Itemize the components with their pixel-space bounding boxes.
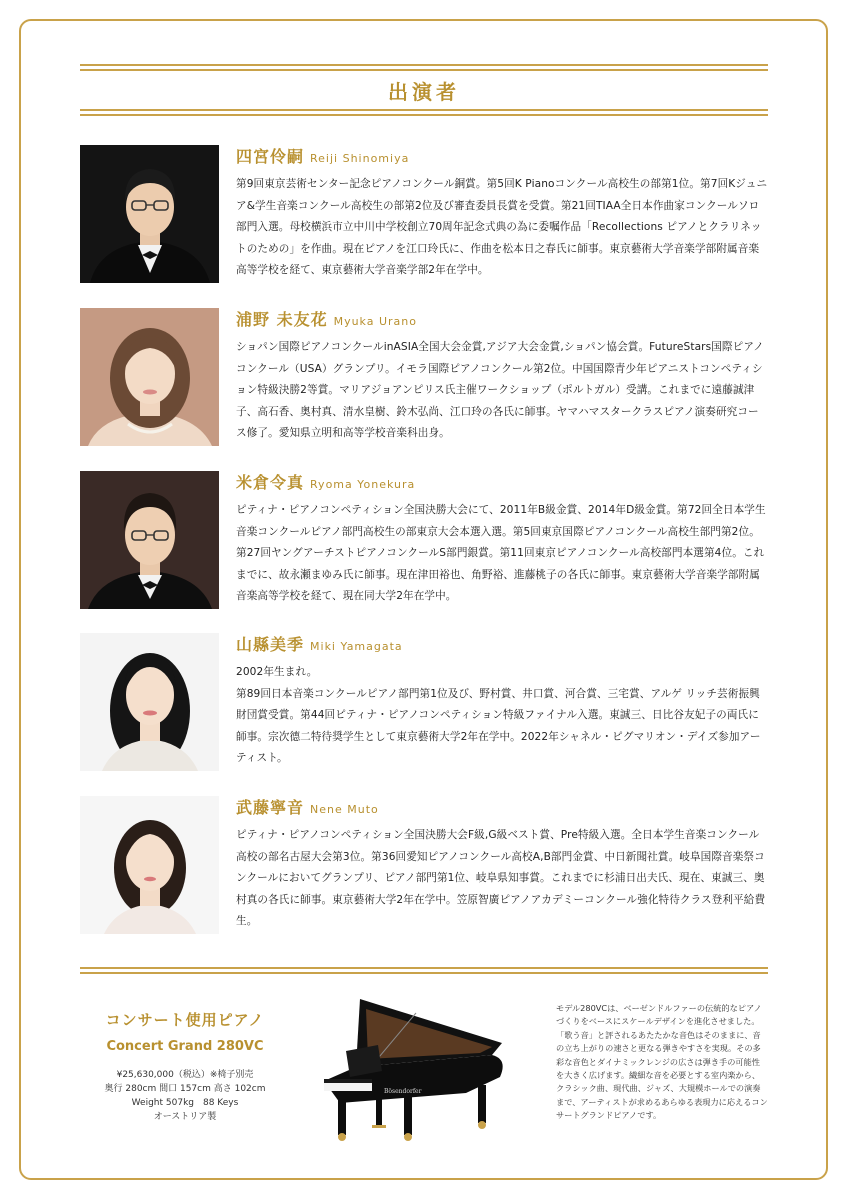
performer-name-jp: 四宮伶嗣: [236, 147, 305, 166]
performer-card: [80, 145, 770, 285]
piano-title-jp: コンサート使用ピアノ: [105, 1011, 265, 1029]
performer-card: [80, 308, 770, 448]
title-rule-bottom: [80, 109, 768, 116]
performer-name-jp: 浦野 未友花: [236, 310, 328, 329]
performer-name-jp: 米倉令真: [236, 473, 305, 492]
performer-bio: 第9回東京芸術センター記念ピアノコンクール銅賞。第5回K Pianoコンクール高校生の部第1位。第7回Kジュニア&学生音楽コンクール高校生の部第2位及び審査委員長賞を受賞。第21回TIAA全日本作曲家コンクールソロ部門入選。母校横浜市立中川中学校創立70周年記念式典の為に委嘱作品「Recollections ピアノとクラリネットのための」を作曲。現在ピアノを江口玲氏に、作曲を松本日之春氏に師事。東京藝術大学音楽学部附属音楽高等学校を経て、東京藝術大学音楽学部2年在学中。: [236, 178, 768, 276]
piano-image: [316, 993, 510, 1145]
performer-card: [80, 471, 770, 611]
piano-weight-keys: Weight 507kg 88 Keys: [131, 1098, 239, 1108]
title-rule-top: [80, 64, 768, 71]
performer-name-en: Ryoma Yonekura: [310, 478, 416, 491]
performer-photo: [80, 633, 219, 771]
performer-name-en: Nene Muto: [310, 803, 379, 816]
performer-name-en: Myuka Urano: [333, 315, 417, 328]
piano-brand: Bösendorfer: [384, 1088, 422, 1095]
performer-photo: [80, 145, 219, 283]
performer-card: [80, 633, 770, 773]
performer-photo: [80, 308, 219, 446]
performer-bio: ピティナ・ピアノコンペティション全国決勝大会F級,G級ベスト賞、Pre特級入選。全日本学生音楽コンクール高校の部名古屋大会第3位。第36回愛知ピアノコンクール高校A,B部門金賞、中日新聞社賞。岐阜国際音楽祭コンクールにおいてグランプリ、ピアノ部門第1位、岐阜県知事賞。これまでに杉浦日出夫氏、現在、東誠三、奥村真の各氏に師事。東京藝術大学2年在学中。笠原智廣ピアノアカデミーコンクール強化特待クラス登利平給費生。: [236, 829, 766, 927]
piano-title-en: Concert Grand 280VC: [106, 1039, 264, 1054]
performer-bio: ピティナ・ピアノコンペティション全国決勝大会にて、2011年B級金賞、2014年D級金賞。第72回全日本学生音楽コンクールピアノ部門高校生の部東京大会本選入選。第5回東京国際ピアノコンクール高校生部門第2位。第27回ヤングアーチストピアノコンクールS部門銀賞。第11回東京ピアノコンクール高校部門本選第4位。これまでに、故永瀬まゆみ氏に師事。現在津田裕也、角野裕、進藤桃子の各氏に師事。東京藝術大学音楽学部附属音楽高等学校を経て、現在同大学2年在学中。: [236, 504, 766, 602]
piano-origin: オーストリア製: [153, 1112, 217, 1122]
piano-dimensions: 奥行 280cm 間口 157cm 高さ 102cm: [104, 1084, 266, 1094]
performer-photo: [80, 471, 219, 609]
piano-price: ¥25,630,000（税込）※椅子別売: [116, 1070, 254, 1080]
piano-description: モデル280VCは、ベーゼンドルファーの伝統的なピアノづくりをベースにスケールデザインを進化させました。「歌う音」と評されるあたたかな音色はそのままに、音の立ち上がりの速さと更なる弾きやすさを実現。その多彩な音色とダイナミックレンジの広さは弾き手の可能性を大きく広げます。繊細な音を必要とする室内楽から、クラシック曲、現代曲、ジャズ、大規模ホールでの演奏まで、アーティストが求めるあらゆる表現力に応えるコンサートグランドピアノです。: [556, 1003, 768, 1121]
performer-name-en: Miki Yamagata: [310, 640, 403, 653]
performer-name-en: Reiji Shinomiya: [310, 152, 410, 165]
performer-name-jp: 武藤寧音: [236, 798, 305, 817]
performer-card: [80, 796, 770, 936]
performer-name-jp: 山縣美季: [236, 635, 305, 654]
piano-section-rule: [80, 967, 768, 974]
performer-bio: 2002年生まれ。 第89回日本音楽コンクールピアノ部門第1位及び、野村賞、井口賞、河合賞、三宅賞、アルゲ リッチ芸術振興財団賞受賞。第44回ピティナ・ピアノコンペティション特級ファイナル入選。東誠三、日比谷友妃子の両氏に師事。宗次德二特待奨学生として東京藝術大学2年在学中。2022年シャネル・ピグマリオン・デイズ参加アーティスト。: [236, 666, 761, 764]
performer-bio: ショパン国際ピアノコンクールinASIA全国大会金賞,アジア大会金賞,ショパン協会賞。FutureStars国際ピアノコンクール（USA）グランプリ。イモラ国際ピアノコンクール第2位。中国国際青少年ピアニストコンペティション特級決勝2等賞。マリアジョアンピリス氏主催ワークショップ（ポルトガル）受講。これまでに遠藤誠津子、高石香、奥村真、清水皇樹、鈴木弘尚、江口玲の各氏に師事。ヤマハマスタークラスピアノ演奏研究コース修了。愛知県立明和高等学校音楽科出身。: [236, 341, 764, 439]
performer-photo: [80, 796, 219, 934]
section-title: 出演者: [388, 80, 460, 104]
